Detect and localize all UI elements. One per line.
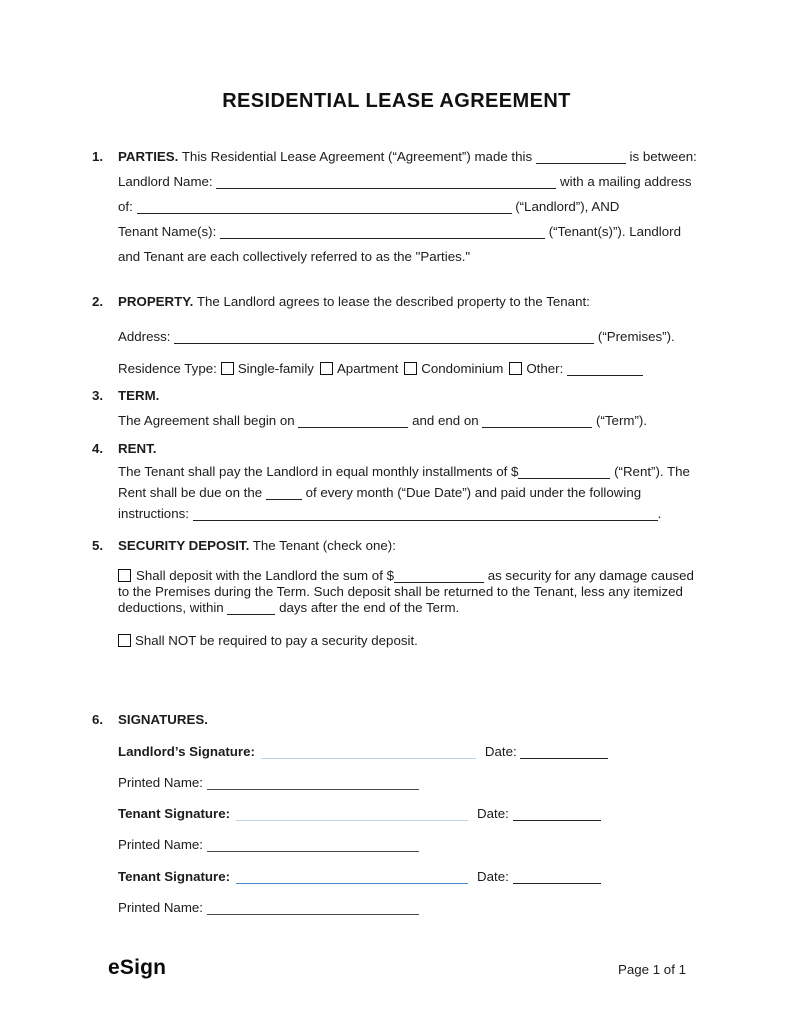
section-number: 3. bbox=[92, 388, 104, 403]
address-label: Address: bbox=[118, 329, 171, 344]
landlord-signature-date-blank[interactable] bbox=[520, 745, 608, 759]
landlord-printed-name-blank[interactable] bbox=[207, 776, 419, 790]
rent-amount-blank[interactable] bbox=[518, 465, 610, 479]
deposit-option-required bbox=[118, 568, 701, 616]
other-residence-blank[interactable] bbox=[567, 362, 643, 376]
landlord-name-after: with a mailing address bbox=[560, 174, 692, 189]
deposit-option-none bbox=[118, 631, 701, 651]
rent-line1-text: The Tenant shall pay the Landlord in equal monthly installments of $ bbox=[118, 464, 519, 479]
deposit-return-days-blank[interactable] bbox=[227, 601, 275, 615]
rent-line3-end: . bbox=[657, 506, 662, 521]
date-label: Date: bbox=[477, 869, 509, 884]
deposit-option1-line1: Shall deposit with the Landlord the sum of $ bbox=[136, 568, 394, 583]
property-intro: The Landlord agrees to lease the described property to the Tenant: bbox=[196, 294, 590, 309]
tenant1-signature-line[interactable] bbox=[236, 807, 468, 821]
payment-instructions-blank[interactable] bbox=[193, 507, 658, 521]
checkbox-single-family[interactable] bbox=[221, 362, 234, 375]
deposit-option2-text: Shall NOT be required to pay a security deposit. bbox=[135, 633, 418, 648]
section-security-deposit bbox=[92, 536, 701, 651]
parties-intro: This Residential Lease Agreement (“Agreement”) made this bbox=[181, 149, 533, 164]
section-parties bbox=[92, 147, 701, 267]
deposit-option1-line2: to the Premises during the Term. Such deposit shall be returned to the Tenant, less any itemized bbox=[118, 584, 683, 599]
residence-option-label: Single-family bbox=[237, 361, 314, 376]
section-number: 6. bbox=[92, 712, 104, 727]
agreement-date-blank[interactable] bbox=[536, 150, 626, 164]
deposit-option1-line1-after: as security for any damage caused bbox=[487, 568, 694, 583]
tenant2-signature-label: Tenant Signature: bbox=[118, 869, 231, 884]
section-number: 2. bbox=[92, 294, 104, 309]
deposit-option1-line3-after: days after the end of the Term. bbox=[279, 600, 460, 615]
term-mid-text: and end on bbox=[412, 413, 479, 428]
landlord-address-blank[interactable] bbox=[137, 200, 512, 214]
term-end-date-blank[interactable] bbox=[482, 414, 592, 428]
section-term bbox=[92, 386, 701, 431]
section-heading: PARTIES. bbox=[118, 149, 179, 164]
page-number: Page 1 of 1 bbox=[617, 962, 686, 977]
deposit-amount-blank[interactable] bbox=[394, 569, 484, 583]
address-after: (“Premises”). bbox=[597, 329, 675, 344]
tenant1-signature-label: Tenant Signature: bbox=[118, 806, 231, 821]
date-label: Date: bbox=[484, 744, 517, 759]
section-heading: SECURITY DEPOSIT. bbox=[118, 538, 250, 553]
landlord-address-label: of: bbox=[118, 199, 133, 214]
tenant-names-blank[interactable] bbox=[220, 225, 545, 239]
tenant2-printed-name-blank[interactable] bbox=[207, 901, 419, 915]
parties-intro-after: is between: bbox=[629, 149, 697, 164]
residence-option-label: Other: bbox=[526, 361, 564, 376]
rent-line2-text: Rent shall be due on the bbox=[118, 485, 263, 500]
term-begin-text: The Agreement shall begin on bbox=[118, 413, 295, 428]
instructions-label: instructions: bbox=[118, 506, 189, 521]
printed-name-label: Printed Name: bbox=[118, 837, 203, 852]
tenant1-signature-date-blank[interactable] bbox=[513, 807, 601, 821]
checkbox-no-deposit[interactable] bbox=[118, 634, 131, 647]
term-after-text: (“Term”). bbox=[596, 413, 648, 428]
term-start-date-blank[interactable] bbox=[298, 414, 408, 428]
document-title: RESIDENTIAL LEASE AGREEMENT bbox=[222, 90, 571, 112]
section-number: 5. bbox=[92, 538, 104, 553]
section-signatures bbox=[92, 710, 701, 918]
security-deposit-intro: The Tenant (check one): bbox=[252, 538, 396, 553]
deposit-option1-line3: deductions, within bbox=[118, 600, 224, 615]
rent-line2-after: of every month (“Due Date”) and paid under the following bbox=[305, 485, 642, 500]
rent-due-day-blank[interactable] bbox=[266, 486, 302, 500]
section-heading: PROPERTY. bbox=[118, 294, 194, 309]
checkbox-apartment[interactable] bbox=[320, 362, 333, 375]
landlord-signature-line[interactable] bbox=[261, 745, 476, 759]
page-footer bbox=[108, 956, 686, 980]
landlord-signature-label: Landlord’s Signature: bbox=[118, 744, 255, 759]
tenant-names-label: Tenant Name(s): bbox=[118, 224, 217, 239]
checkbox-deposit-required[interactable] bbox=[118, 569, 131, 582]
parties-closing: and Tenant are each collectively referred to as the "Parties." bbox=[118, 249, 471, 264]
residence-option-label: Condominium bbox=[421, 361, 504, 376]
tenant-names-after: (“Tenant(s)”). Landlord bbox=[548, 224, 681, 239]
printed-name-label: Printed Name: bbox=[118, 775, 203, 790]
residence-option-label: Apartment bbox=[336, 361, 399, 376]
section-heading: SIGNATURES. bbox=[118, 712, 208, 727]
esign-logo: eSign bbox=[108, 956, 167, 979]
checkbox-condominium[interactable] bbox=[404, 362, 417, 375]
section-rent bbox=[92, 439, 701, 524]
rent-line1-after: (“Rent”). The bbox=[614, 464, 690, 479]
section-property bbox=[92, 292, 701, 379]
tenant2-signature-line[interactable] bbox=[236, 870, 468, 884]
section-number: 1. bbox=[92, 149, 104, 164]
landlord-address-after: (“Landlord”), AND bbox=[515, 199, 620, 214]
tenant1-printed-name-blank[interactable] bbox=[207, 838, 419, 852]
residence-type-label: Residence Type: bbox=[118, 361, 217, 376]
section-heading: RENT. bbox=[118, 441, 157, 456]
checkbox-other[interactable] bbox=[509, 362, 522, 375]
landlord-name-blank[interactable] bbox=[216, 175, 556, 189]
printed-name-label: Printed Name: bbox=[118, 900, 203, 915]
section-number: 4. bbox=[92, 441, 104, 456]
date-label: Date: bbox=[477, 806, 509, 821]
landlord-name-label: Landlord Name: bbox=[118, 174, 213, 189]
tenant2-signature-date-blank[interactable] bbox=[513, 870, 601, 884]
section-heading: TERM. bbox=[118, 388, 160, 403]
premises-address-blank[interactable] bbox=[174, 330, 594, 344]
